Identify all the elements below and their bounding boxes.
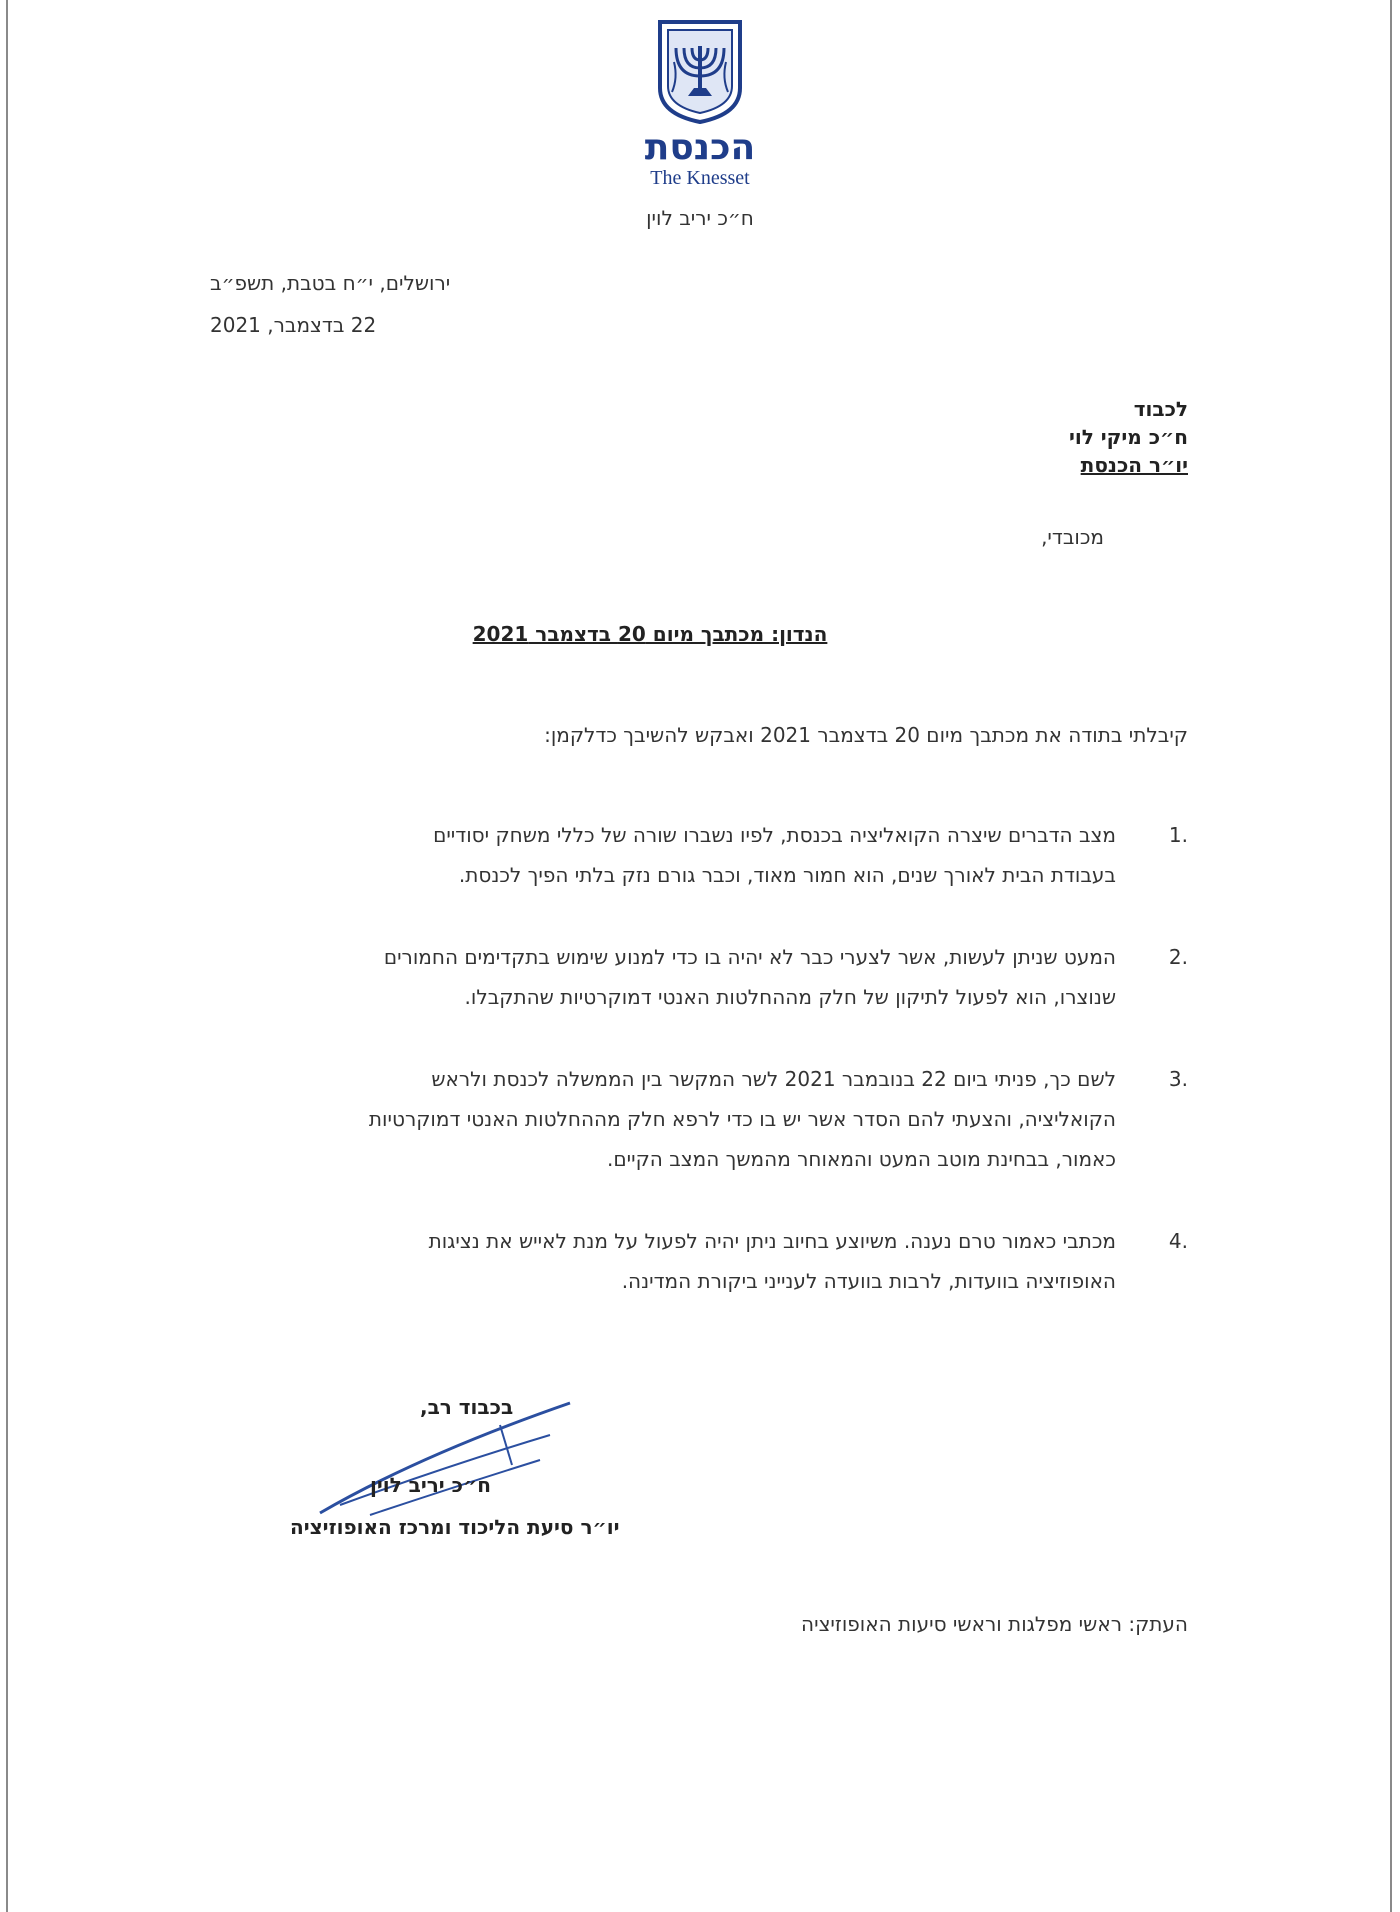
handwritten-signature (300, 1365, 600, 1525)
list-item (208, 1059, 1188, 1179)
list-item-number: 4. (1168, 1229, 1188, 1253)
hebrew-date: ירושלים, י״ח בטבת, תשפ״ב (210, 271, 451, 295)
intro-paragraph: קיבלתי בתודה את מכתבך מיום 20 בדצמבר 2021 ואבקש להשיבך כדלקמן: (544, 723, 1188, 747)
list-item-number: 1. (1168, 823, 1188, 847)
recipient-name: ח״כ מיקי לוי (1068, 425, 1188, 449)
knesset-emblem-icon (654, 18, 746, 126)
org-name-hebrew: הכנסת (644, 127, 756, 168)
list-item (208, 937, 1188, 1017)
list-item (208, 1221, 1188, 1301)
recipient-title: יו״ר הכנסת (1080, 453, 1188, 477)
list-item (208, 815, 1188, 895)
list-item-text: לשם כך, פניתי ביום 22 בנובמבר 2021 לשר המקשר בין הממשלה לכנסת ולראש הקואליציה, והצעתי להם הסדר אשר יש בו כדי לרפא חלק מההחלטות האנטי דמוקרטיות כאמור, בבחינת מוטב המעט והמאוחר מהמשך המצב הקיים. (368, 1067, 1116, 1171)
date-block (210, 262, 510, 346)
closing-phrase: בכבוד רב, (420, 1395, 514, 1419)
subject-line: הנדון: מכתבך מיום 20 בדצמבר 2021 (472, 622, 828, 646)
greeting: מכובדי, (1041, 525, 1104, 549)
org-name-english: The Knesset (650, 167, 750, 189)
list-item-number: 3. (1168, 1067, 1188, 1091)
recipient-block (888, 395, 1188, 479)
numbered-list (208, 815, 1188, 1343)
list-item-number: 2. (1168, 945, 1188, 969)
signer-title: יו״ר סיעת הליכוד ומרכז האופוזיציה (290, 1515, 620, 1539)
sender-name: ח״כ יריב לוין (646, 206, 754, 230)
list-item-text: מכתבי כאמור טרם נענה. משיוצע בחיוב ניתן יהיה לפעול על מנת לאייש את נציגות האופוזיציה בוועדות, לרבות בוועדה לענייני ביקורת המדינה. (428, 1229, 1116, 1293)
list-item-text: מצב הדברים שיצרה הקואליציה בכנסת, לפיו נשברו שורה של כללי משחק יסודיים בעבודת הבית לאורך שנים, הוא חמור מאוד, וכבר גורם נזק בלתי הפיך לכנסת. (433, 823, 1116, 887)
copy-recipients: העתק: ראשי מפלגות וראשי סיעות האופוזיציה (801, 1612, 1188, 1636)
letterhead (560, 18, 840, 230)
signer-name: ח״כ יריב לוין (370, 1473, 491, 1497)
list-item-text: המעט שניתן לעשות, אשר לצערי כבר לא יהיה בו כדי למנוע שימוש בתקדימים החמורים שנוצרו, הוא לפעול לתיקון של חלק מההחלטות האנטי דמוקרטיות שהתקבלו. (383, 945, 1116, 1009)
recipient-salutation: לכבוד (1133, 397, 1188, 421)
gregorian-date: 22 בדצמבר, 2021 (210, 313, 377, 337)
